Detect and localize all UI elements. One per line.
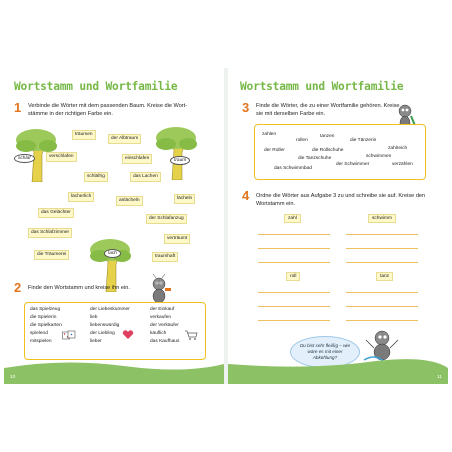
bottom-wave-decoration [228,358,448,384]
left-page [4,68,224,384]
word-box[interactable]: schläfrig [84,172,108,182]
word-box[interactable]: lächerlich [68,192,94,202]
word-item[interactable]: tanzen [320,134,335,139]
word-box[interactable]: das Gelächter [38,208,74,218]
word-item[interactable]: der Liebling [90,331,115,336]
word-item[interactable]: die Rollschuhe [312,148,344,153]
word-item[interactable]: die Spielkarten [30,323,62,328]
word-item[interactable]: der Einkauf [150,307,175,312]
word-item[interactable]: lieb [90,315,98,320]
word-box[interactable]: verschlafen [46,152,77,162]
stem-label-tanz: tanz [376,272,393,281]
word-item[interactable]: liebenswürdig [90,323,120,328]
word-box[interactable]: das Schlafzimmer [28,228,72,238]
word-item[interactable]: zahlreich [388,146,408,151]
answer-line[interactable] [346,320,418,321]
answer-line[interactable] [346,248,418,249]
task-2-column-1 [30,306,62,346]
task-3-number: 3 [242,100,250,115]
word-box[interactable]: das Lachen [130,172,161,182]
playing-dice-icon [62,330,76,342]
stem-label-zahl: zahl [284,214,301,223]
word-box[interactable]: die Träumerei [34,250,69,260]
word-item[interactable]: der Verkäufer [150,323,179,328]
word-item[interactable]: mitspielen [30,339,52,344]
word-box[interactable]: lächeln [174,194,195,204]
word-item[interactable]: der Roller [264,148,285,153]
answer-line[interactable] [258,320,330,321]
right-page [228,68,448,384]
word-item[interactable]: lieber [90,339,102,344]
left-page-title: Wortstamm und Wortfamilie [14,80,178,93]
speech-bubble: Du bist sehr fleißig – wie wäre es mit einer Abkühlung? [290,336,360,368]
word-box[interactable]: verträumt [164,234,190,244]
answer-line[interactable] [258,292,330,293]
answer-line[interactable] [258,248,330,249]
word-item[interactable]: der Liebeskummer [90,307,130,312]
task-4-instruction: Ordne die Wörter aus Aufgabe 3 zu und schreibe sie auf. Kreise den Wortstamm ein. [256,193,426,207]
word-item[interactable]: die Spielerin [30,315,57,320]
stem-label-roll: roll [286,272,300,281]
task-3-instruction: Finde die Wörter, die zu einer Wortfamilie gehören. Kreise sie mit derselben Farbe ein. [256,103,400,117]
word-item[interactable]: das Kaufhaus [150,339,180,344]
answer-line[interactable] [258,306,330,307]
word-item[interactable]: käuflich [150,331,167,336]
stem-label-schwimm: schwimm [368,214,396,223]
shopping-cart-icon [184,330,198,340]
answer-line[interactable] [258,262,330,263]
task-2-number: 2 [14,280,22,295]
task-2-instruction: Finde den Wortstamm und kreise ihn ein. [28,285,130,291]
word-item[interactable]: die Tanzschuhe [298,156,332,161]
heart-icon [122,330,134,340]
ant-mascot-icon [144,274,174,304]
page-number: 10 [10,375,16,380]
tree-label-traum[interactable]: traum [170,156,190,165]
word-box[interactable]: der Albtraum [108,134,141,144]
answer-line[interactable] [346,262,418,263]
page-number: 11 [437,375,442,380]
answer-line[interactable] [346,234,418,235]
word-box[interactable]: anlächeln [116,196,143,206]
word-item[interactable]: verkaufen [150,315,172,320]
word-item[interactable]: der Schwimmer [336,162,370,167]
word-box[interactable]: einschlafen [122,154,152,164]
answer-line[interactable] [346,292,418,293]
word-item[interactable]: rollen [296,138,308,143]
word-box[interactable]: der Schlafanzug [146,214,187,224]
word-item[interactable]: zahlen [262,132,277,137]
task-2-column-3 [150,306,179,346]
task-1-instruction: Verbinde die Wörter mit dem passenden Baum. Kreise die Wortstämme in der richtigen Farbe ein. [28,103,188,117]
right-page-title: Wortstamm und Wortfamilie [240,80,404,93]
bottom-wave-decoration [4,358,224,384]
answer-line[interactable] [346,306,418,307]
word-item[interactable]: verzählen [392,162,413,167]
word-item[interactable]: die Tänzerin [350,138,377,143]
word-item[interactable]: das Spielzeug [30,307,61,312]
word-item[interactable]: das Schwimmbad [274,166,312,171]
word-item[interactable]: schwimmen [366,154,392,159]
task-2-column-2 [90,306,130,346]
word-box[interactable]: traumhaft [152,252,178,262]
task-1-number: 1 [14,100,22,115]
task-4-number: 4 [242,188,250,203]
word-box[interactable]: träumen [72,130,96,140]
tree-label-lach[interactable]: lach [104,249,121,258]
word-item[interactable]: spielend [30,331,48,336]
answer-line[interactable] [258,234,330,235]
tree-label-schlaf[interactable]: schlaf [14,154,35,163]
